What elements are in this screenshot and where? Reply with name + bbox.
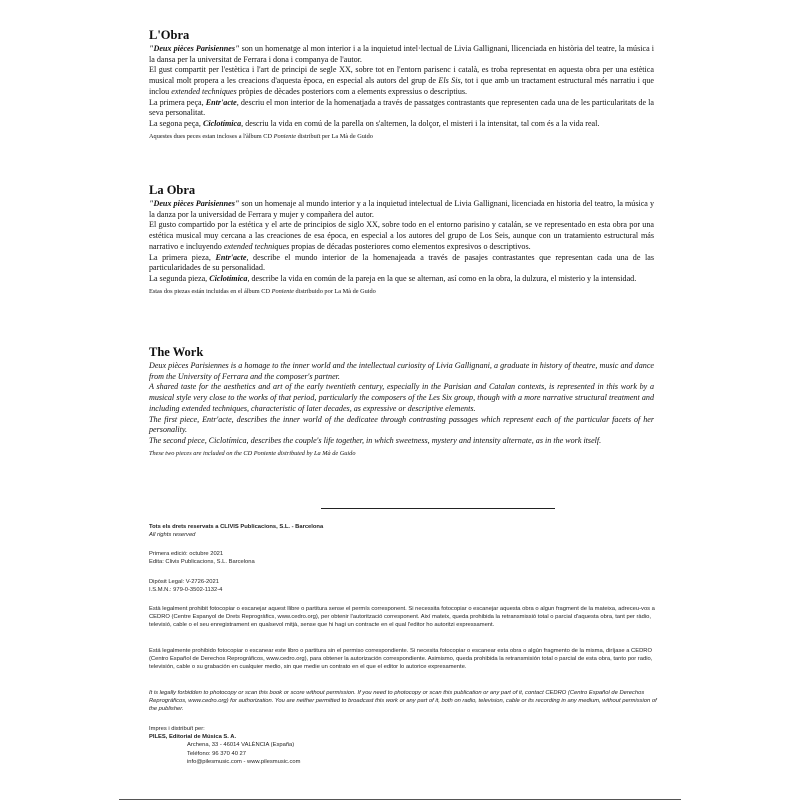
edition-block xyxy=(149,550,659,566)
piece-title: Entr'acte xyxy=(205,97,237,107)
english-paragraph-2: A shared taste for the aesthetics and art of the early twentieth century, especially in the Parisian and Catalan contexts, is represented in this work by a musical style very close to the works of that period, particularly the composers of the Les Six group, though with a more narrative structural treatment and including extended techniques, characteristic of later decades, as expressive or descriptive elements. xyxy=(149,382,654,413)
text: propias de décadas posteriores como elementos expresivos o descriptivos. xyxy=(289,241,531,251)
english-note: These two pieces are included on the CD Poniente distributed by La Mà de Guido xyxy=(149,449,356,457)
text: La segunda pieza, xyxy=(149,273,210,283)
spanish-section xyxy=(149,183,654,296)
rights-block xyxy=(149,523,659,539)
edition-text: Primera edició: octubre 2021 xyxy=(149,551,224,557)
text: La primera peça, xyxy=(149,97,206,107)
text: La primera pieza, xyxy=(149,252,216,262)
spanish-paragraph-3 xyxy=(149,253,654,274)
spanish-paragraph-2 xyxy=(149,220,654,252)
catalan-paragraph-2 xyxy=(149,65,654,97)
text: Estas dos piezas están incluidas en el álbum CD xyxy=(149,287,272,295)
piece-title: Entr'acte xyxy=(215,252,247,262)
printer-contact: info@pilesmusic.com - www.pilesmusic.com xyxy=(187,758,301,765)
piece-title: Ciclotímica xyxy=(209,273,248,283)
catalan-heading: L'Obra xyxy=(149,28,190,42)
spanish-heading: La Obra xyxy=(149,183,196,197)
english-paragraph-4: The second piece, Ciclotímica, describes the couple's life together, in which sweetness, mystery and intensity alternate, as in the work itself. xyxy=(149,435,602,445)
piece-title: Ciclotímica xyxy=(202,118,242,128)
text: El gust compartit per l'estètica i l'art de principi de segle XX, sobre tot en l'entorn parisenc i català, es troba representat en aquesta obra per una estètica musical molt propera a les creacions d'aquesta època, en especial als autors del grup de xyxy=(149,65,654,86)
english-section xyxy=(149,345,654,458)
warning-english xyxy=(149,689,659,714)
warning-catalan-text: Està legalment prohibit fotocopiar o escanejar aquest llibre o partitura sense el permís corresponent. Si necessita fotocopiar o escanejar aquesta obra o algun fragment de la mateixa, adreceu-vos a CEDRO (Centre Espanyol de Drets Reprogràfics, www.cedro.org), per obtenir l'autorització corresponent. Així mateix, queda prohibida la retransmissió total o parcial d'aquesta obra, tant per ràdio, televisió, cable o el seu enregistrament en qualsevol mitjà, sense que hi hagi un contracte en el qual l'editor ho autoritzi expressament. xyxy=(149,606,655,629)
printer-name: PILES, Editorial de Música S. A. xyxy=(149,734,237,741)
spanish-note xyxy=(149,287,654,296)
publisher-text: Edita: Clivis Publicacions, S.L. Barcelona xyxy=(149,559,255,566)
text: , descriu la vida en comú de la parella on s'alternen, la dolçor, el misteri i la intensitat, tal com és a la vida real. xyxy=(241,118,600,128)
text: pròpies de dècades posteriors com a elements expressius o descriptius. xyxy=(236,86,468,96)
spanish-paragraph-1 xyxy=(149,199,654,220)
english-heading: The Work xyxy=(149,345,204,359)
ismn: I.S.M.N.: 979-0-3502-1132-4 xyxy=(149,587,223,594)
warning-spanish-text: Está legalmente prohibido fotocopiar o escanear este libro o partitura sin el permiso correspondiente. Si necesita fotocopiar o escanear esta obra o algún fragmento de la misma, diríjase a CEDRO (Centro Español de Derechos Reprográficos, www.cedro.org), para obtener la autorización correspondiente. Asimismo, queda prohibida la retransmisión total o parcial de esta obra, tanto por radio, televisión, cable o su grabación en cualquier medio, sin que medie un contrato en el que el editor lo autorice expresamente. xyxy=(149,648,653,671)
album-title: Poniente xyxy=(273,132,296,140)
warning-english-text: It is legally forbidden to photocopy or scan this book or score without permission. If you need to photocopy or scan this publication or any part of it, contact CEDRO (Centro Español de Derechos Reprográficos, www.cedro.org) for authorization. You are neither permitted to broadcast this work or any part of it, both on radio, television, cable or its recording in any medium, without permission of the publisher. xyxy=(149,690,657,713)
text-italic: extended techniques xyxy=(223,241,290,251)
identifiers-block xyxy=(149,578,659,594)
text-italic: extended techniques xyxy=(171,86,237,96)
rights-text-en: All rights reserved xyxy=(149,532,196,539)
catalan-section xyxy=(149,28,654,141)
catalan-paragraph-1 xyxy=(149,44,654,65)
printer-phone: Teléfono: 96 370 40 27 xyxy=(187,750,246,757)
text: La segona peça, xyxy=(149,118,203,128)
printer-label: Impres i distribuït per: xyxy=(149,726,205,732)
text: distribuït per La Mà de Guido xyxy=(296,132,373,140)
printer-block xyxy=(149,725,659,766)
english-paragraph-1: Deux pièces Parisiennes is a homage to the inner world and the intellectual curiosity of Livia Gallignani, a graduate in history of theatre, music and dance from the University of Ferrara and the composer's partner. xyxy=(149,361,654,381)
rights-text: Tots els drets reservats a CLIVIS Publicacions, S.L. - Barcelona xyxy=(149,524,324,530)
spanish-paragraph-4 xyxy=(149,274,654,285)
warning-spanish xyxy=(149,647,659,672)
text: , descriu el mon interior de la homenatjada a través de passatges contrastants que representen cada una de les particularitats de la seva personalitat. xyxy=(149,97,654,118)
divider xyxy=(321,508,555,509)
text: El gusto compartido por la estética y el arte de principios de siglo XX, sobre todo en el entorno parisino y catalán, se ve representado en esta obra por una estética musical muy cercana a las creaciones de esa época, en especial a los autores del grupo de Los Seis, aunque con un tratamiento estructural más narrativo e incluyendo xyxy=(149,220,654,251)
text: , describe el mundo interior de la homenajeada a través de pasajes contrastantes que representan cada una de las particularidades de su personalidad. xyxy=(149,252,654,273)
album-title: Poniente xyxy=(271,287,294,295)
english-paragraph-3: The first piece, Entr'acte, describes the inner world of the dedicatee through contrasting passages which represent each of the particular facets of her personality. xyxy=(149,414,654,435)
catalan-paragraph-3 xyxy=(149,98,654,119)
catalan-note xyxy=(149,132,654,141)
catalan-paragraph-4 xyxy=(149,119,654,130)
printer-address: Archena, 33 - 46014 VALÈNCIA (España) xyxy=(187,742,295,749)
warning-catalan xyxy=(149,605,659,630)
text: distribuido por La Mà de Guido xyxy=(293,287,376,295)
text: , describe la vida en común de la pareja en la que se alternan, así como en la obra, la dulzura, el misterio y la intensidad. xyxy=(247,273,637,283)
work-title: "Deux pièces Parisiennes" xyxy=(149,44,240,53)
text: son un homenaje al mundo interior y a la inquietud intelectual de Livia Gallignani, licenciada en historia del teatro, la música y la danza por la universidad de Ferrara y mujer y compañera del autor. xyxy=(149,199,654,219)
work-title: "Deux pièces Parisiennes" xyxy=(149,199,240,208)
text: , tot i que amb un tractament estructural més narratiu i que inclou xyxy=(149,76,655,96)
text: son un homenatge al mon interior i a la inquietud intel·lectual de Livia Gallignani, llicenciada en història del teatre, la música i la dansa per la universitat de Ferrara i dona i companya de l'autor. xyxy=(149,44,654,64)
text-italic: Els Sis xyxy=(438,76,461,86)
text: Aquestes dues peces estan incloses a l'àlbum CD xyxy=(149,132,274,140)
legal-deposit: Dipòsit Legal: V-2726-2021 xyxy=(149,579,219,585)
